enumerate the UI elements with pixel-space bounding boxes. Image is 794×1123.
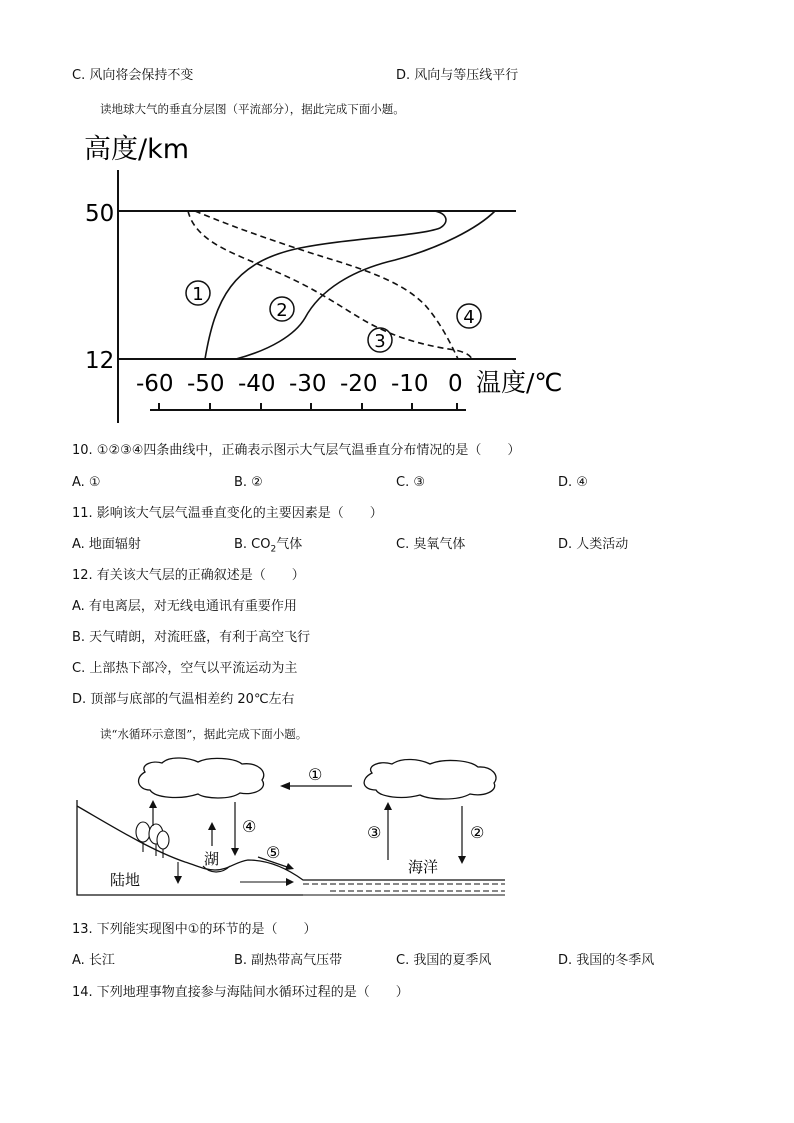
arrowhead-1 (280, 782, 290, 790)
q11-option-c: C. 臭氧气体 (396, 537, 466, 552)
curve-label-1 (186, 281, 210, 305)
q12-option-a: A. 有电离层，对无线电通讯有重要作用 (72, 599, 297, 614)
x-tick-label: -20 (340, 371, 378, 397)
water-cycle-figure (0, 755, 794, 905)
curve-3 (188, 211, 475, 359)
x-tick-label: -50 (187, 371, 225, 397)
q10-option-d: D. ④ (558, 475, 588, 490)
ocean-cloud (364, 759, 496, 799)
curve-label-4 (457, 304, 481, 328)
curve-label-3 (368, 328, 392, 352)
figure1-y-top: 50 (85, 201, 115, 227)
label-ocean: 海洋 (408, 858, 439, 876)
q10-stem: 10. ①②③④四条曲线中，正确表示图示大气层气温垂直分布情况的是（ ） (72, 443, 521, 458)
q11-stem: 11. 影响该大气层气温垂直变化的主要因素是（ ） (72, 506, 383, 521)
q13-option-c: C. 我国的夏季风 (396, 953, 492, 968)
curve-2 (236, 211, 495, 359)
q11-option-b: B. $CO_2$气体 (234, 537, 303, 555)
svg-text:3: 3 (374, 331, 386, 352)
q11-option-d: D. 人类活动 (558, 537, 629, 552)
prev-option-c: C. 风向将会保持不变 (72, 68, 194, 83)
arrow-label-5: ⑤ (266, 843, 281, 862)
q10-option-c: C. ③ (396, 475, 425, 490)
q14-stem: 14. 下列地理事物直接参与海陆间水循环过程的是（ ） (72, 985, 409, 1000)
q12-option-d: D. 顶部与底部的气温相差约 20℃左右 (72, 692, 295, 707)
x-tick-label: 0 (448, 371, 463, 397)
land-cloud (139, 758, 264, 798)
q13-option-b: B. 副热带高气压带 (234, 953, 343, 968)
intro-text-1: 读地球大气的垂直分层图（平流部分），据此完成下面小题。 (100, 102, 405, 116)
label-land: 陆地 (110, 871, 141, 889)
intro-text-2: 读“水循环示意图”，据此完成下面小题。 (100, 727, 308, 741)
x-tick-label: -40 (238, 371, 276, 397)
figure1-y-bottom: 12 (85, 348, 115, 374)
stratosphere-figure (0, 120, 794, 430)
arrow-label-4: ④ (242, 817, 257, 836)
tree-icon (136, 822, 169, 858)
q13-option-a: A. 长江 (72, 953, 115, 968)
svg-text:1: 1 (192, 284, 204, 305)
q12-option-c: C. 上部热下部冷，空气以平流运动为主 (72, 661, 298, 676)
arrow-label-3: ③ (367, 823, 382, 842)
q10-option-a: A. ① (72, 475, 101, 490)
figure1-ylabel: 高度/km (84, 134, 190, 165)
q13-stem: 13. 下列能实现图中①的环节的是（ ） (72, 922, 317, 937)
x-tick-label: -60 (136, 371, 174, 397)
label-lake: 湖 (204, 850, 220, 868)
svg-text:2: 2 (276, 300, 288, 321)
curve-1 (205, 211, 446, 359)
q10-option-b: B. ② (234, 475, 263, 490)
x-tick-label: -30 (289, 371, 327, 397)
arrow-label-1: ① (308, 765, 323, 784)
svg-text:4: 4 (463, 307, 475, 328)
prev-option-d: D. 风向与等压线平行 (396, 68, 519, 83)
q12-option-b: B. 天气晴朗，对流旺盛，有利于高空飞行 (72, 630, 311, 645)
q12-stem: 12. 有关该大气层的正确叙述是（ ） (72, 568, 305, 583)
q13-option-d: D. 我国的冬季风 (558, 953, 655, 968)
x-tick-label: -10 (391, 371, 429, 397)
figure1-xlabel: 温度/℃ (476, 368, 563, 397)
figure1-x-ticks (159, 403, 457, 410)
arrow-label-2: ② (470, 823, 485, 842)
q11-option-a: A. 地面辐射 (72, 537, 141, 552)
figure1-x-tick-labels (136, 371, 463, 397)
curve-label-2 (270, 297, 294, 321)
